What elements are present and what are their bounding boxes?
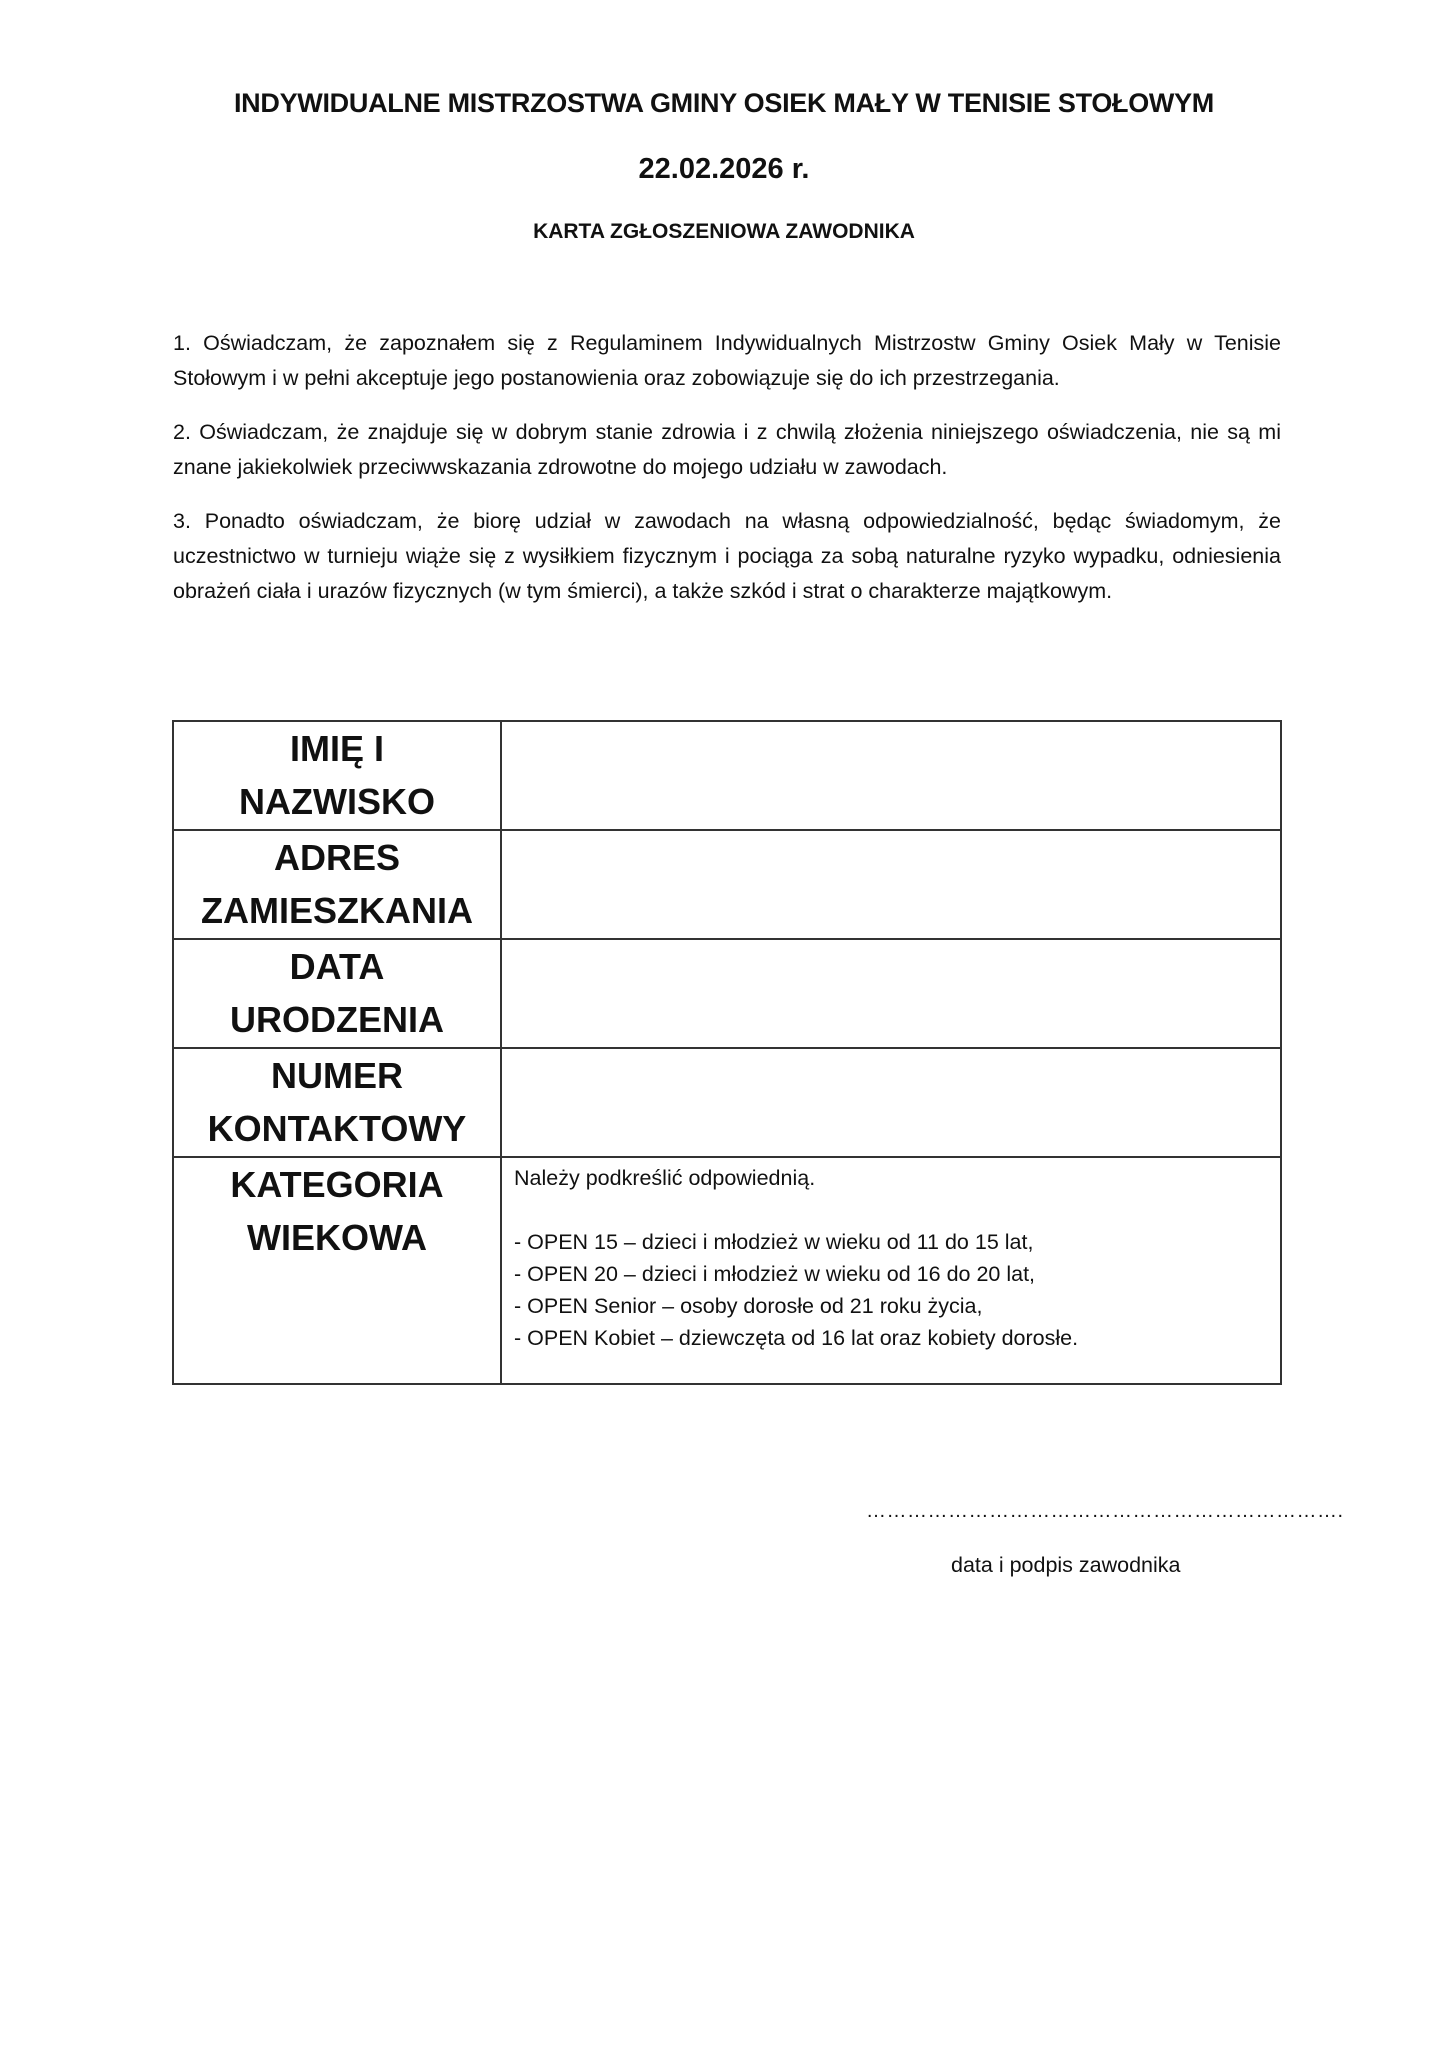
address-field[interactable] (501, 830, 1281, 939)
name-field[interactable] (501, 721, 1281, 830)
declaration-1: 1. Oświadczam, że zapoznałem się z Regulaminem Indywidualnych Mistrzostw Gminy Osiek Mały w Tenisie Stołowym i w pełni akceptuje jego postanowienia oraz zobowiązuje się do ich przestrzegania. (173, 331, 1281, 390)
label-line: DATA (289, 946, 385, 987)
event-date: 22.02.2026 r. (638, 153, 810, 185)
category-instruction: Należy podkreślić odpowiednią. (514, 1166, 816, 1190)
label-line: ZAMIESZKANIA (201, 890, 473, 931)
form-row-phone (173, 1048, 1281, 1157)
category-option-open20[interactable]: - OPEN 20 – dzieci i młodzież w wieku od 16 do 20 lat, (514, 1262, 1036, 1286)
category-option-open15[interactable]: - OPEN 15 – dzieci i młodzież w wieku od 11 do 15 lat, (514, 1230, 1034, 1254)
label-line: KONTAKTOWY (207, 1108, 467, 1149)
label-age-category (173, 1157, 501, 1384)
signature-line[interactable]: ……………………………………………………………. (866, 1500, 1344, 1522)
form-row-address (173, 830, 1281, 939)
label-line: KATEGORIA (230, 1164, 444, 1205)
birthdate-field[interactable] (501, 939, 1281, 1048)
age-category-options (501, 1157, 1281, 1384)
document-title: INDYWIDUALNE MISTRZOSTWA GMINY OSIEK MAŁY W TENISIE STOŁOWYM (233, 88, 1214, 118)
label-line: WIEKOWA (247, 1217, 427, 1258)
label-line: NUMER (271, 1055, 403, 1096)
phone-field[interactable] (501, 1048, 1281, 1157)
label-birthdate (173, 939, 501, 1048)
form-row-birthdate (173, 939, 1281, 1048)
label-line: ADRES (273, 837, 401, 878)
form-row-name (173, 721, 1281, 830)
form-row-age-category (173, 1157, 1281, 1384)
label-phone (173, 1048, 501, 1157)
label-address (173, 830, 501, 939)
signature-label: data i podpis zawodnika (951, 1553, 1181, 1577)
registration-form-table (172, 720, 1282, 1385)
label-line: URODZENIA (230, 999, 444, 1040)
label-line: NAZWISKO (239, 781, 435, 822)
category-option-senior[interactable]: - OPEN Senior – osoby dorosłe od 21 roku życia, (514, 1294, 983, 1318)
label-line: IMIĘ I (289, 728, 384, 769)
label-name (173, 721, 501, 830)
category-option-women[interactable]: - OPEN Kobiet – dziewczęta od 16 lat oraz kobiety dorosłe. (514, 1326, 1079, 1350)
declaration-2: 2. Oświadczam, że znajduje się w dobrym stanie zdrowia i z chwilą złożenia niniejszego oświadczenia, nie są mi znane jakiekolwiek przeciwwskazania zdrowotne do mojego udziału w zawodach. (173, 420, 1281, 479)
form-subtitle: KARTA ZGŁOSZENIOWA ZAWODNIKA (533, 220, 915, 243)
declaration-3: 3. Ponadto oświadczam, że biorę udział w zawodach na własną odpowiedzialność, będąc świadomym, że uczestnictwo w turnieju wiąże się z wysiłkiem fizycznym i pociąga za sobą naturalne ryzyko wypadku, odniesienia obrażeń ciała i urazów fizycznych (w tym śmierci), a także szkód i strat o charakterze majątkowym. (173, 509, 1281, 603)
